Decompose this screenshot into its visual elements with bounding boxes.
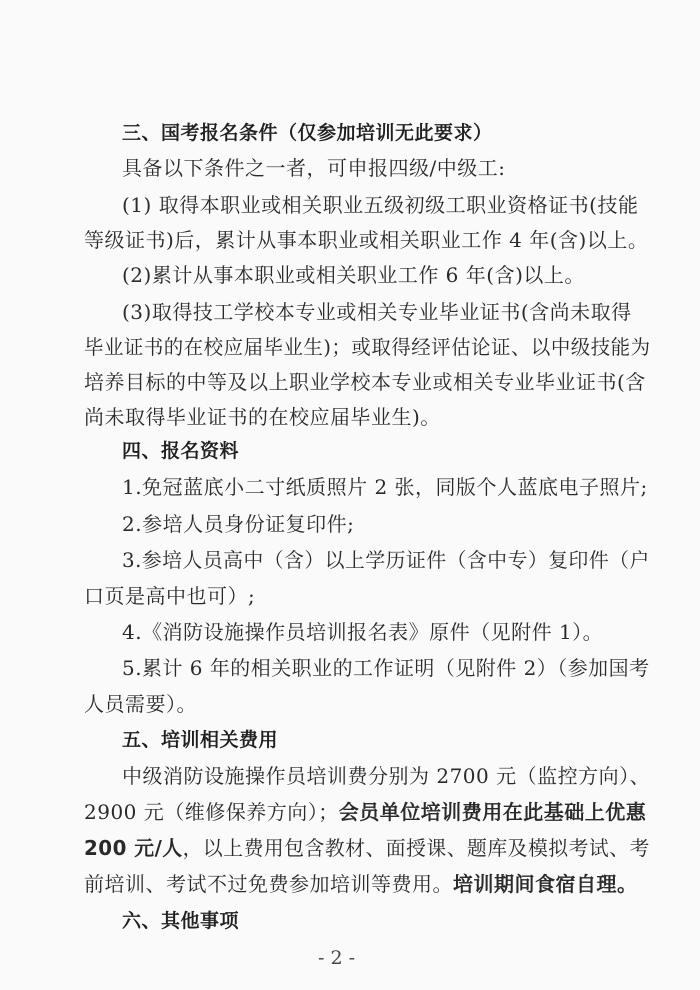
section-5-line-1: 中级消防设施操作员培训费分别为 2700 元（监控方向）、 <box>122 764 651 788</box>
section-3-intro: 具备以下条件之一者，可申报四级/中级工: <box>122 156 506 180</box>
section-3-item-2: (2)累计从事本职业或相关职业工作 6 年(含)以上。 <box>122 263 585 287</box>
section-4-item-3-line-2: 口页是高中也可）; <box>84 584 256 608</box>
section-4-heading: 四、报名资料 <box>122 440 240 462</box>
section-5-line-2 <box>84 799 646 825</box>
section-4-item-2: 2.参培人员身份证复印件; <box>122 512 355 536</box>
section-3-item-1-line-1: (1) 取得本职业或相关职业五级初级工职业资格证书(技能 <box>122 193 639 217</box>
section-4-item-1: 1.免冠蓝底小二寸纸质照片 2 张，同版个人蓝底电子照片; <box>122 475 648 499</box>
section-4-item-3-line-1: 3.参培人员高中（含）以上学历证件（含中专）复印件（户 <box>122 548 650 572</box>
section-5-line-3-normal: ，以上费用包含教材、面授课、题库及模拟考试、考 <box>182 836 650 860</box>
section-5-line-4 <box>84 871 638 897</box>
page-number: - 2 - <box>318 947 356 969</box>
section-3-item-3-line-3: 培养目标的中等及以上职业学校本专业或相关专业毕业证书(含 <box>84 370 646 394</box>
section-4-item-5-line-1: 5.累计 6 年的相关职业的工作证明（见附件 2）（参加国考 <box>122 656 650 680</box>
section-5-heading: 五、培训相关费用 <box>122 729 279 751</box>
section-4-item-5-line-2: 人员需要）。 <box>84 692 197 716</box>
section-5-line-4-normal: 前培训、考试不过免费参加培训等费用。 <box>84 872 453 896</box>
section-3-item-3-line-2: 毕业证书的在校应届毕业生)；或取得经评估论证、以中级技能为 <box>84 335 651 359</box>
section-5-line-2-bold: 会员单位培训费用在此基础上优惠 <box>338 800 647 824</box>
section-6-heading: 六、其他事项 <box>122 910 240 932</box>
section-5-line-4-bold: 培训期间食宿自理。 <box>453 872 638 896</box>
section-5-line-3-bold: 200 元/人 <box>84 836 183 860</box>
section-3-heading: 三、国考报名条件（仅参加培训无此要求） <box>122 122 493 144</box>
section-3-item-3-line-1: (3)取得技工学校本专业或相关专业毕业证书(含尚未取得 <box>122 300 632 324</box>
section-5-line-2-normal: 2900 元（维修保养方向）； <box>84 800 339 824</box>
section-3-item-1-line-2: 等级证书)后，累计从事本职业或相关职业工作 4 年(含)以上。 <box>84 228 649 252</box>
section-3-item-3-line-4: 尚未取得毕业证书的在校应届毕业生)。 <box>84 405 441 429</box>
section-4-item-4: 4.《消防设施操作员培训报名表》原件（见附件 1）。 <box>122 620 604 644</box>
section-5-line-3 <box>84 835 650 861</box>
